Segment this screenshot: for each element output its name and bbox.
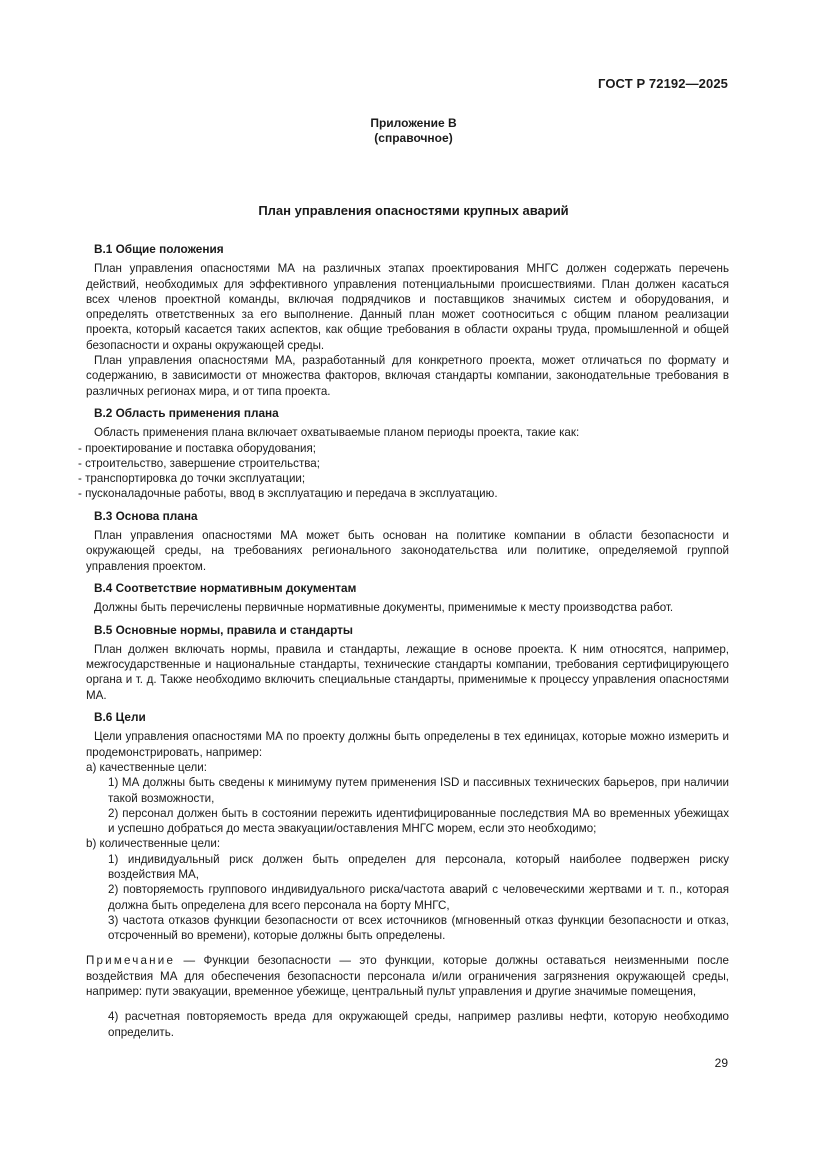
page-title: План управления опасностями крупных аварий — [258, 203, 569, 218]
document-code: ГОСТ Р 72192—2025 — [598, 76, 728, 91]
paragraph: План управления опасностями МА может быть основан на политике компании в области безопасности и окружающей среды, на требованиях регионального законодательства или политике, определяемой группой управления проектом. — [86, 529, 729, 573]
list-item: 2) персонал должен быть в состоянии пережить идентифицированные последствия МА во временных убежищах и успешно добраться до места эвакуации/оставления МНГС морем, если это необходимо; — [108, 806, 729, 836]
note-text: — Функции безопасности — это функции, которые должны оставаться неизменными после воздействия МА для обеспечения безопасности персонала и/или ограничения загрязнения окружающей среды, например: пути эвакуации, временное убежище, центральный пульт управления и другие значимые помещения, — [86, 954, 729, 999]
section-b1-body — [86, 261, 729, 399]
list-item-b4 — [94, 1009, 729, 1040]
page-number: 29 — [714, 1056, 728, 1070]
section-heading-b1: В.1 Общие положения — [94, 242, 224, 256]
section-b2-body — [78, 425, 729, 501]
document-body — [78, 242, 729, 1040]
sublist-b — [86, 852, 729, 944]
list-item: - транспортировка до точки эксплуатации; — [78, 472, 306, 486]
section-heading-b2: В.2 Область применения плана — [94, 405, 279, 420]
list-item: 1) МА должны быть сведены к минимуму путем применения ISD и пассивных технических барьеров, при наличии такой возможности, — [108, 776, 729, 805]
section-heading-b6: В.6 Цели — [94, 710, 146, 725]
list-item: - пусконаладочные работы, ввод в эксплуатацию и передача в эксплуатацию. — [78, 487, 498, 501]
section-heading-b3: В.3 Основа плана — [94, 508, 198, 523]
list-item: 4) расчетная повторяемость вреда для окружающей среды, например разливы нефти, которую необходимо определить. — [108, 1010, 729, 1039]
annex-heading — [0, 116, 827, 146]
paragraph: План должен включать нормы, правила и стандарты, лежащие в основе проекта. К ним относятся, например, межгосударственные и национальные стандарты, технические стандарты компании, требования сертифицирующего органа и т. д. Также необходимо включить специальные стандарты, применимые к процессу управления опасностями МА. — [86, 642, 729, 702]
note-paragraph — [86, 953, 729, 999]
list-item: 1) индивидуальный риск должен быть определен для персонала, который наиболее подвержен риску воздействия МА, — [108, 852, 729, 881]
section-b6-body — [86, 729, 729, 943]
annex-label: Приложение В — [370, 116, 457, 130]
section-b5-body — [86, 642, 729, 703]
paragraph: План управления опасностями МА, разработанный для конкретного проекта, может отличаться по формату и содержанию, в зависимости от множества факторов, включая стандарты компании, законодательные требования в различных регионах мира, и от типа проекта. — [86, 354, 729, 398]
sublist-a — [86, 775, 729, 836]
paragraph: Должны быть перечислены первичные нормативные документы, применимые к месту производства работ. — [94, 601, 674, 615]
list-item: - проектирование и поставка оборудования; — [78, 441, 316, 455]
list-item: 2) повторяемость группового индивидуального риска/частота аварий с человеческими жертвами и т. п., которая должна быть определена для всего персонала на борту МНГС, — [108, 883, 729, 912]
section-b3-body — [86, 528, 729, 574]
list-item: - строительство, завершение строительства; — [78, 456, 320, 470]
list-item-b: b) количественные цели: — [86, 837, 221, 851]
list-item-a: а) качественные цели: — [86, 760, 207, 774]
paragraph: План управления опасностями МА на различных этапах проектирования МНГС должен содержать перечень действий, необходимых для эффективного управления потенциальными происшествиями. План должен касаться всех членов проектной команды, включая подрядчиков и поставщиков значимых систем и оборудования, и определять ответственных за его выполнение. Данный план может соотноситься с общим планом реализации проекта, который касается таких аспектов, как общие требования в области охраны труда, промышленной и общей безопасности и охраны окружающей среды. — [86, 262, 729, 352]
note-label: Примечание — [86, 954, 176, 968]
list-item: 3) частота отказов функции безопасности от всех источников (мгновенный отказ функции безопасности и отказ, отсроченный во времени), которые должны быть определены. — [108, 913, 729, 943]
section-b4-body — [86, 600, 729, 615]
note-block — [86, 953, 729, 999]
section-heading-b5: В.5 Основные нормы, правила и стандарты — [94, 622, 353, 637]
paragraph: Область применения плана включает охватываемые планом периоды проекта, такие как: — [94, 426, 580, 440]
scope-list — [78, 441, 729, 502]
paragraph: Цели управления опасностями МА по проекту должны быть определены в тех единицах, которые можно измерить и продемонстрировать, например: — [86, 730, 729, 759]
section-heading-b4: В.4 Соответствие нормативным документам — [94, 580, 357, 595]
annex-kind: (справочное) — [374, 131, 453, 145]
